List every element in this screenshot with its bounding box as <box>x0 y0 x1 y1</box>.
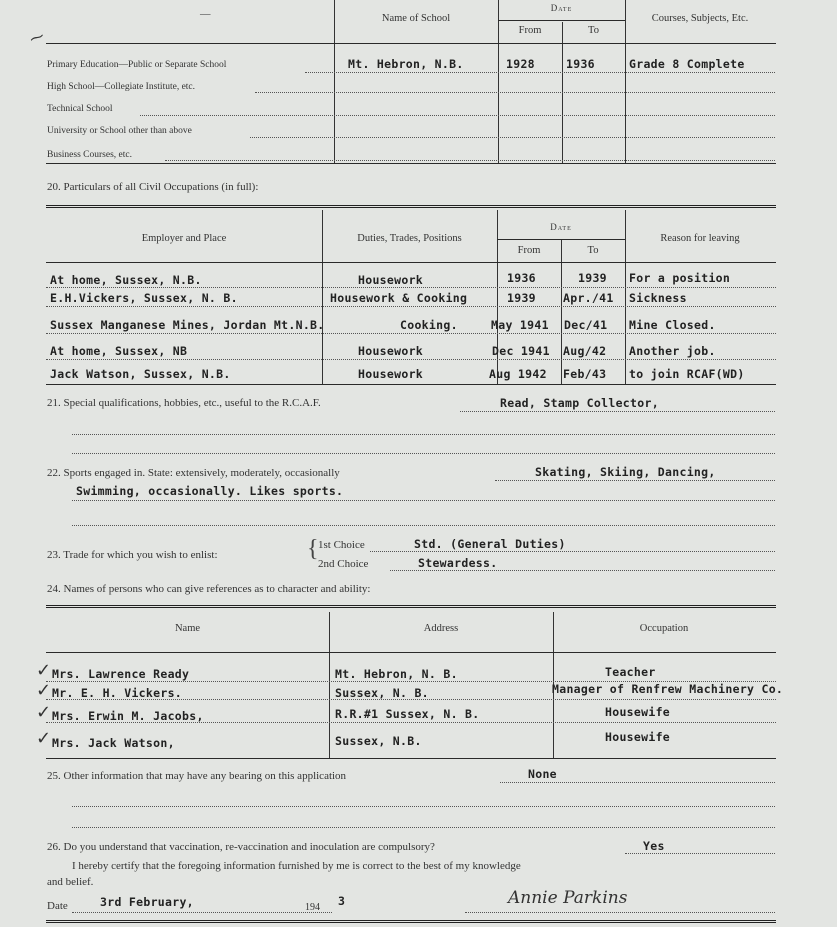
q24-label: 24. Names of persons who can give references as to character and ability: <box>47 583 371 595</box>
dotted-line <box>46 359 776 360</box>
occ-employer: Sussex Manganese Mines, Jordan Mt.N.B. <box>50 318 325 332</box>
q22-answer-line1: Skating, Skiing, Dancing, <box>535 465 716 479</box>
dotted-line <box>72 453 775 454</box>
dotted-line <box>250 137 775 138</box>
occ-from: May 1941 <box>491 318 549 332</box>
second-choice-value: Stewardess. <box>418 556 498 570</box>
occ-to: Feb/43 <box>563 367 607 381</box>
q25-answer: None <box>528 767 557 781</box>
occ-reason: Sickness <box>629 291 687 305</box>
edu-label-technical: Technical School <box>47 104 113 114</box>
header-from: From <box>518 25 542 36</box>
q26-label: 26. Do you understand that vaccination, re-vaccination and inoculation are compulsory? <box>47 841 435 853</box>
dotted-line <box>140 115 775 116</box>
checkmark-icon: ✓ <box>36 702 52 723</box>
occ-reason: to join RCAF(WD) <box>629 367 745 381</box>
ref-name: Mrs. Erwin M. Jacobs, <box>52 709 204 723</box>
occ-from: 1936 <box>507 271 536 285</box>
edu-label-business: Business Courses, etc. <box>47 150 132 160</box>
divider <box>498 20 625 21</box>
ref-name: Mr. E. H. Vickers. <box>52 686 183 700</box>
dotted-line <box>46 699 776 700</box>
edu-label-primary: Primary Education—Public or Separate School <box>47 60 227 70</box>
header-reason: Reason for leaving <box>660 233 740 244</box>
year-prefix: 194 <box>305 902 320 913</box>
checkmark-icon: ✓ <box>36 680 52 701</box>
occ-employer: At home, Sussex, NB <box>50 344 188 358</box>
occ-from: Aug 1942 <box>489 367 547 381</box>
header-address: Address <box>423 623 459 634</box>
divider <box>334 0 335 163</box>
header-dash: — <box>200 9 211 20</box>
occ-from: Dec 1941 <box>492 344 550 358</box>
dotted-line <box>72 806 775 807</box>
occ-reason: Another job. <box>629 344 716 358</box>
signature: Annie Parkins <box>508 888 628 908</box>
q26-answer: Yes <box>643 839 665 853</box>
certify-text-line1: I hereby certify that the foregoing information furnished by me is correct to the best of my knowledge <box>72 860 521 872</box>
dotted-line <box>46 722 776 723</box>
divider <box>625 0 626 163</box>
dotted-line <box>46 333 776 334</box>
ref-address: R.R.#1 Sussex, N. B. <box>335 707 480 721</box>
divider <box>497 239 625 240</box>
dotted-line <box>72 912 332 913</box>
occ-to: Apr./41 <box>563 291 614 305</box>
edu-from-primary: 1928 <box>506 57 535 71</box>
certify-text-line2: and belief. <box>47 876 94 888</box>
divider <box>46 920 776 923</box>
divider <box>46 205 776 208</box>
checkmark-icon: ✓ <box>36 728 52 749</box>
occ-employer: Jack Watson, Sussex, N.B. <box>50 367 231 381</box>
occ-employer: E.H.Vickers, Sussex, N. B. <box>50 291 238 305</box>
occ-employer: At home, Sussex, N.B. <box>50 273 202 287</box>
first-choice-value: Std. (General Duties) <box>414 537 566 551</box>
header-courses: Courses, Subjects, Etc. <box>651 13 749 24</box>
year-suffix: 3 <box>338 894 346 908</box>
dotted-line <box>460 411 775 412</box>
edu-courses-primary: Grade 8 Complete <box>629 57 745 71</box>
occ-duties: Housework & Cooking <box>330 291 468 305</box>
ref-name: Mrs. Lawrence Ready <box>52 667 190 681</box>
q22-label: 22. Sports engaged in. State: extensively, moderately, occasionally <box>47 467 340 479</box>
dotted-line <box>495 480 775 481</box>
divider <box>46 384 776 385</box>
ref-occupation: Manager of Renfrew Machinery Co. <box>552 682 784 696</box>
header-duties: Duties, Trades, Positions <box>357 233 462 244</box>
header-employer: Employer and Place <box>141 233 227 244</box>
q21-answer: Read, Stamp Collector, <box>500 396 659 410</box>
edu-to-primary: 1936 <box>566 57 595 71</box>
header-name: Name <box>174 623 201 634</box>
dotted-line <box>370 551 775 552</box>
dotted-line <box>390 570 775 571</box>
edu-label-university: University or School other than above <box>47 126 192 136</box>
ref-name: Mrs. Jack Watson, <box>52 736 175 750</box>
header-occupation: Occupation <box>639 623 689 634</box>
ref-occupation: Housewife <box>605 705 671 719</box>
header-to: To <box>587 245 599 256</box>
q25-label: 25. Other information that may have any bearing on this application <box>47 770 347 782</box>
dotted-line <box>72 434 775 435</box>
divider <box>46 163 776 164</box>
dotted-line <box>46 287 776 288</box>
dotted-line <box>46 306 776 307</box>
header-date: Date <box>550 3 573 13</box>
pen-mark-icon: ⁓ <box>27 28 47 48</box>
checkmark-icon: ✓ <box>36 660 52 681</box>
occ-to: Aug/42 <box>563 344 607 358</box>
header-name-of-school: Name of School <box>381 13 451 24</box>
dotted-line <box>165 160 775 161</box>
brace-icon: { <box>307 536 319 562</box>
occ-reason: For a position <box>629 271 731 285</box>
dotted-line <box>72 827 775 828</box>
dotted-line <box>500 782 775 783</box>
dotted-line <box>255 92 775 93</box>
ref-occupation: Teacher <box>605 665 656 679</box>
occ-duties: Cooking. <box>400 318 458 332</box>
divider <box>46 652 776 653</box>
divider <box>46 262 776 263</box>
occ-to: Dec/41 <box>564 318 608 332</box>
occ-duties: Housework <box>358 273 424 287</box>
dotted-line <box>305 72 775 73</box>
occ-from: 1939 <box>507 291 536 305</box>
dotted-line <box>72 525 775 526</box>
occ-duties: Housework <box>358 367 424 381</box>
occ-to: 1939 <box>578 271 607 285</box>
occ-reason: Mine Closed. <box>629 318 716 332</box>
q20-label: 20. Particulars of all Civil Occupations (in full): <box>47 181 259 193</box>
edu-school-primary: Mt. Hebron, N.B. <box>348 57 464 71</box>
q21-label: 21. Special qualifications, hobbies, etc., useful to the R.C.A.F. <box>47 397 321 409</box>
header-date: Date <box>550 222 572 232</box>
divider <box>46 43 776 44</box>
ref-occupation: Housewife <box>605 730 671 744</box>
header-from: From <box>517 245 541 256</box>
q22-answer-line2: Swimming, occasionally. Likes sports. <box>76 484 344 498</box>
occ-duties: Housework <box>358 344 424 358</box>
q23-label: 23. Trade for which you wish to enlist: <box>47 549 218 561</box>
second-choice-label: 2nd Choice <box>318 558 369 570</box>
date-value: 3rd February, <box>100 895 194 909</box>
ref-address: Sussex, N. B. <box>335 686 429 700</box>
dotted-line <box>72 500 775 501</box>
first-choice-label: 1st Choice <box>318 539 365 551</box>
dotted-line <box>465 912 775 913</box>
dotted-line <box>625 853 775 854</box>
divider <box>46 605 776 608</box>
ref-address: Mt. Hebron, N. B. <box>335 667 458 681</box>
ref-address: Sussex, N.B. <box>335 734 422 748</box>
header-to: To <box>588 25 599 36</box>
edu-label-high-school: High School—Collegiate Institute, etc. <box>47 82 196 92</box>
divider <box>46 758 776 759</box>
date-label: Date <box>47 900 68 912</box>
